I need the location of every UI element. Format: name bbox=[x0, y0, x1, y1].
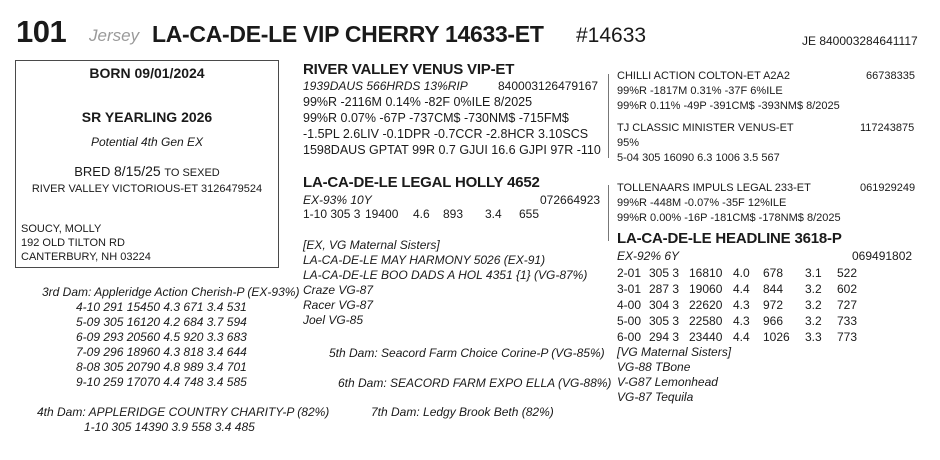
tag-number: JE 840003284641117 bbox=[802, 34, 918, 48]
show-class: SR YEARLING 2026 bbox=[81, 109, 213, 125]
dam-reg: 072664923 bbox=[540, 193, 601, 207]
service-sire: RIVER VALLEY VICTORIOUS-ET 3126479524 bbox=[31, 183, 263, 195]
record-row: 2-01 305 3 16810 4.0 678 3.1 522 bbox=[617, 266, 858, 280]
sire-genomics-line-3: -1.5PL 2.6LIV -0.1DPR -0.7CCR -2.8HCR 3.10SCS bbox=[303, 127, 589, 141]
breed: Jersey bbox=[89, 26, 140, 45]
third-dam-record-3: 6-09 293 20560 4.5 920 3.3 683 bbox=[76, 330, 247, 344]
sire-name: RIVER VALLEY VENUS VIP-ET bbox=[303, 61, 515, 78]
fourth-dam-record: 1-10 305 14390 3.9 558 3.4 485 bbox=[84, 420, 255, 434]
bred-line bbox=[16, 163, 278, 179]
third-dam-record-6: 9-10 259 17070 4.4 748 3.4 585 bbox=[76, 375, 247, 389]
dam-sire-line-1: 99%R -448M -0.07% -35F 12%ILE bbox=[617, 197, 787, 209]
sire-sire-name: CHILLI ACTION COLTON-ET A2A2 bbox=[617, 70, 790, 82]
sire-sire-line-2: 99%R 0.11% -49P -391CM$ -393NM$ 8/2025 bbox=[617, 100, 840, 112]
consignor-city: CANTERBURY, NH 03224 bbox=[21, 251, 151, 263]
third-dam-record-2: 5-09 305 16120 4.2 684 3.7 594 bbox=[76, 315, 247, 329]
third-dam-record-4: 7-09 296 18960 4.3 818 3.4 644 bbox=[76, 345, 247, 359]
consignor-name: SOUCY, MOLLY bbox=[21, 223, 102, 235]
sire-genomics-line-2: 99%R 0.07% -67P -737CM$ -730NM$ -715FM$ bbox=[303, 111, 569, 125]
third-dam-title: 3rd Dam: Appleridge Action Cherish-P (EX-93%) bbox=[42, 285, 300, 299]
potential-generation: Potential 4th Gen EX bbox=[90, 135, 204, 149]
dam-sister-1: LA-CA-DE-LE MAY HARMONY 5026 (EX-91) bbox=[303, 253, 546, 267]
sire-daughters: 1939DAUS 566HRDS 13%RIP bbox=[303, 79, 468, 93]
record-row: 6-00 294 3 23440 4.4 1026 3.3 773 bbox=[617, 330, 858, 344]
fifth-dam: 5th Dam: Seacord Farm Choice Corine-P (VG-85%) bbox=[329, 346, 605, 360]
dam-sire-line-2: 99%R 0.00% -16P -181CM$ -178NM$ 8/2025 bbox=[617, 212, 841, 224]
dam-sister-3: Craze VG-87 bbox=[303, 283, 374, 297]
dam-sister-2: LA-CA-DE-LE BOO DADS A HOL 4351 {1} (VG-87%) bbox=[303, 268, 588, 282]
dam-name: LA-CA-DE-LE LEGAL HOLLY 4652 bbox=[303, 174, 540, 191]
dam-sister-5: Joel VG-85 bbox=[303, 313, 364, 327]
dam-sire-name: TOLLENAARS IMPULS LEGAL 233-ET bbox=[617, 182, 811, 194]
sire-genomics-line-1: 99%R -2116M 0.14% -82F 0%ILE 8/2025 bbox=[303, 95, 533, 109]
dam-dam-sister-2: V-G87 Lemonhead bbox=[617, 375, 718, 389]
dam-dam-sister-3: VG-87 Tequila bbox=[617, 390, 694, 404]
dam-sister-4: Racer VG-87 bbox=[303, 298, 374, 312]
sire-dam-percent: 95% bbox=[617, 137, 640, 149]
bred-date: 8/15/25 bbox=[113, 163, 161, 179]
dam-score: EX-93% 10Y bbox=[303, 193, 372, 207]
dam-dam-name: LA-CA-DE-LE HEADLINE 3618-P bbox=[617, 230, 842, 247]
record-row: 3-01 287 3 19060 4.4 844 3.2 602 bbox=[617, 282, 858, 296]
sire-sire-reg: 66738335 bbox=[866, 70, 915, 82]
seventh-dam: 7th Dam: Ledgy Brook Beth (82%) bbox=[371, 405, 554, 419]
record-row: 5-00 305 3 22580 4.3 966 3.2 733 bbox=[617, 314, 858, 328]
record-row: 4-00 304 3 22620 4.3 972 3.2 727 bbox=[617, 298, 858, 312]
sire-genomics-line-4: 1598DAUS GPTAT 99R 0.7 GJUI 16.6 GJPI 97R -110 bbox=[303, 143, 601, 157]
bred-suffix: TO SEXED bbox=[164, 167, 220, 179]
dam-dam-sister-1: VG-88 TBone bbox=[617, 360, 691, 374]
consignor-address: 192 OLD TILTON RD bbox=[21, 237, 125, 249]
dam-record: 1-10 305 3 19400 4.6 893 3.4 655 bbox=[303, 207, 540, 221]
dam-sire-reg: 061929249 bbox=[860, 182, 916, 194]
sire-reg: 840003126479167 bbox=[498, 79, 599, 93]
dam-dam-records bbox=[617, 265, 857, 345]
third-dam-record-5: 8-08 305 20790 4.8 989 3.4 701 bbox=[76, 360, 247, 374]
sire-dam-record: 5-04 305 16090 6.3 1006 3.5 567 bbox=[617, 152, 780, 164]
sire-dam-reg: 117243875 bbox=[860, 122, 915, 134]
sire-bracket-line bbox=[608, 74, 609, 158]
sire-sire-line-1: 99%R -1817M 0.31% -37F 6%ILE bbox=[617, 85, 783, 97]
born-date: BORN 09/01/2024 bbox=[89, 65, 205, 81]
registration-number: #14633 bbox=[576, 24, 647, 47]
dam-dam-score: EX-92% 6Y bbox=[617, 249, 680, 263]
dam-dam-reg: 069491802 bbox=[852, 249, 913, 263]
bred-label: BRED bbox=[74, 164, 111, 179]
dam-dam-maternal-header: [VG Maternal Sisters] bbox=[617, 345, 732, 359]
info-box bbox=[15, 60, 279, 268]
dam-maternal-header: [EX, VG Maternal Sisters] bbox=[303, 238, 440, 252]
dam-bracket-line bbox=[608, 185, 609, 241]
fourth-dam-title: 4th Dam: APPLERIDGE COUNTRY CHARITY-P (82%) bbox=[37, 405, 330, 419]
sire-dam-name: TJ CLASSIC MINISTER VENUS-ET bbox=[617, 122, 794, 134]
sixth-dam: 6th Dam: SEACORD FARM EXPO ELLA (VG-88%) bbox=[338, 376, 612, 390]
lot-number: 101 bbox=[16, 14, 67, 49]
animal-name: LA-CA-DE-LE VIP CHERRY 14633-ET bbox=[152, 21, 544, 47]
third-dam-record-1: 4-10 291 15450 4.3 671 3.4 531 bbox=[76, 300, 247, 314]
